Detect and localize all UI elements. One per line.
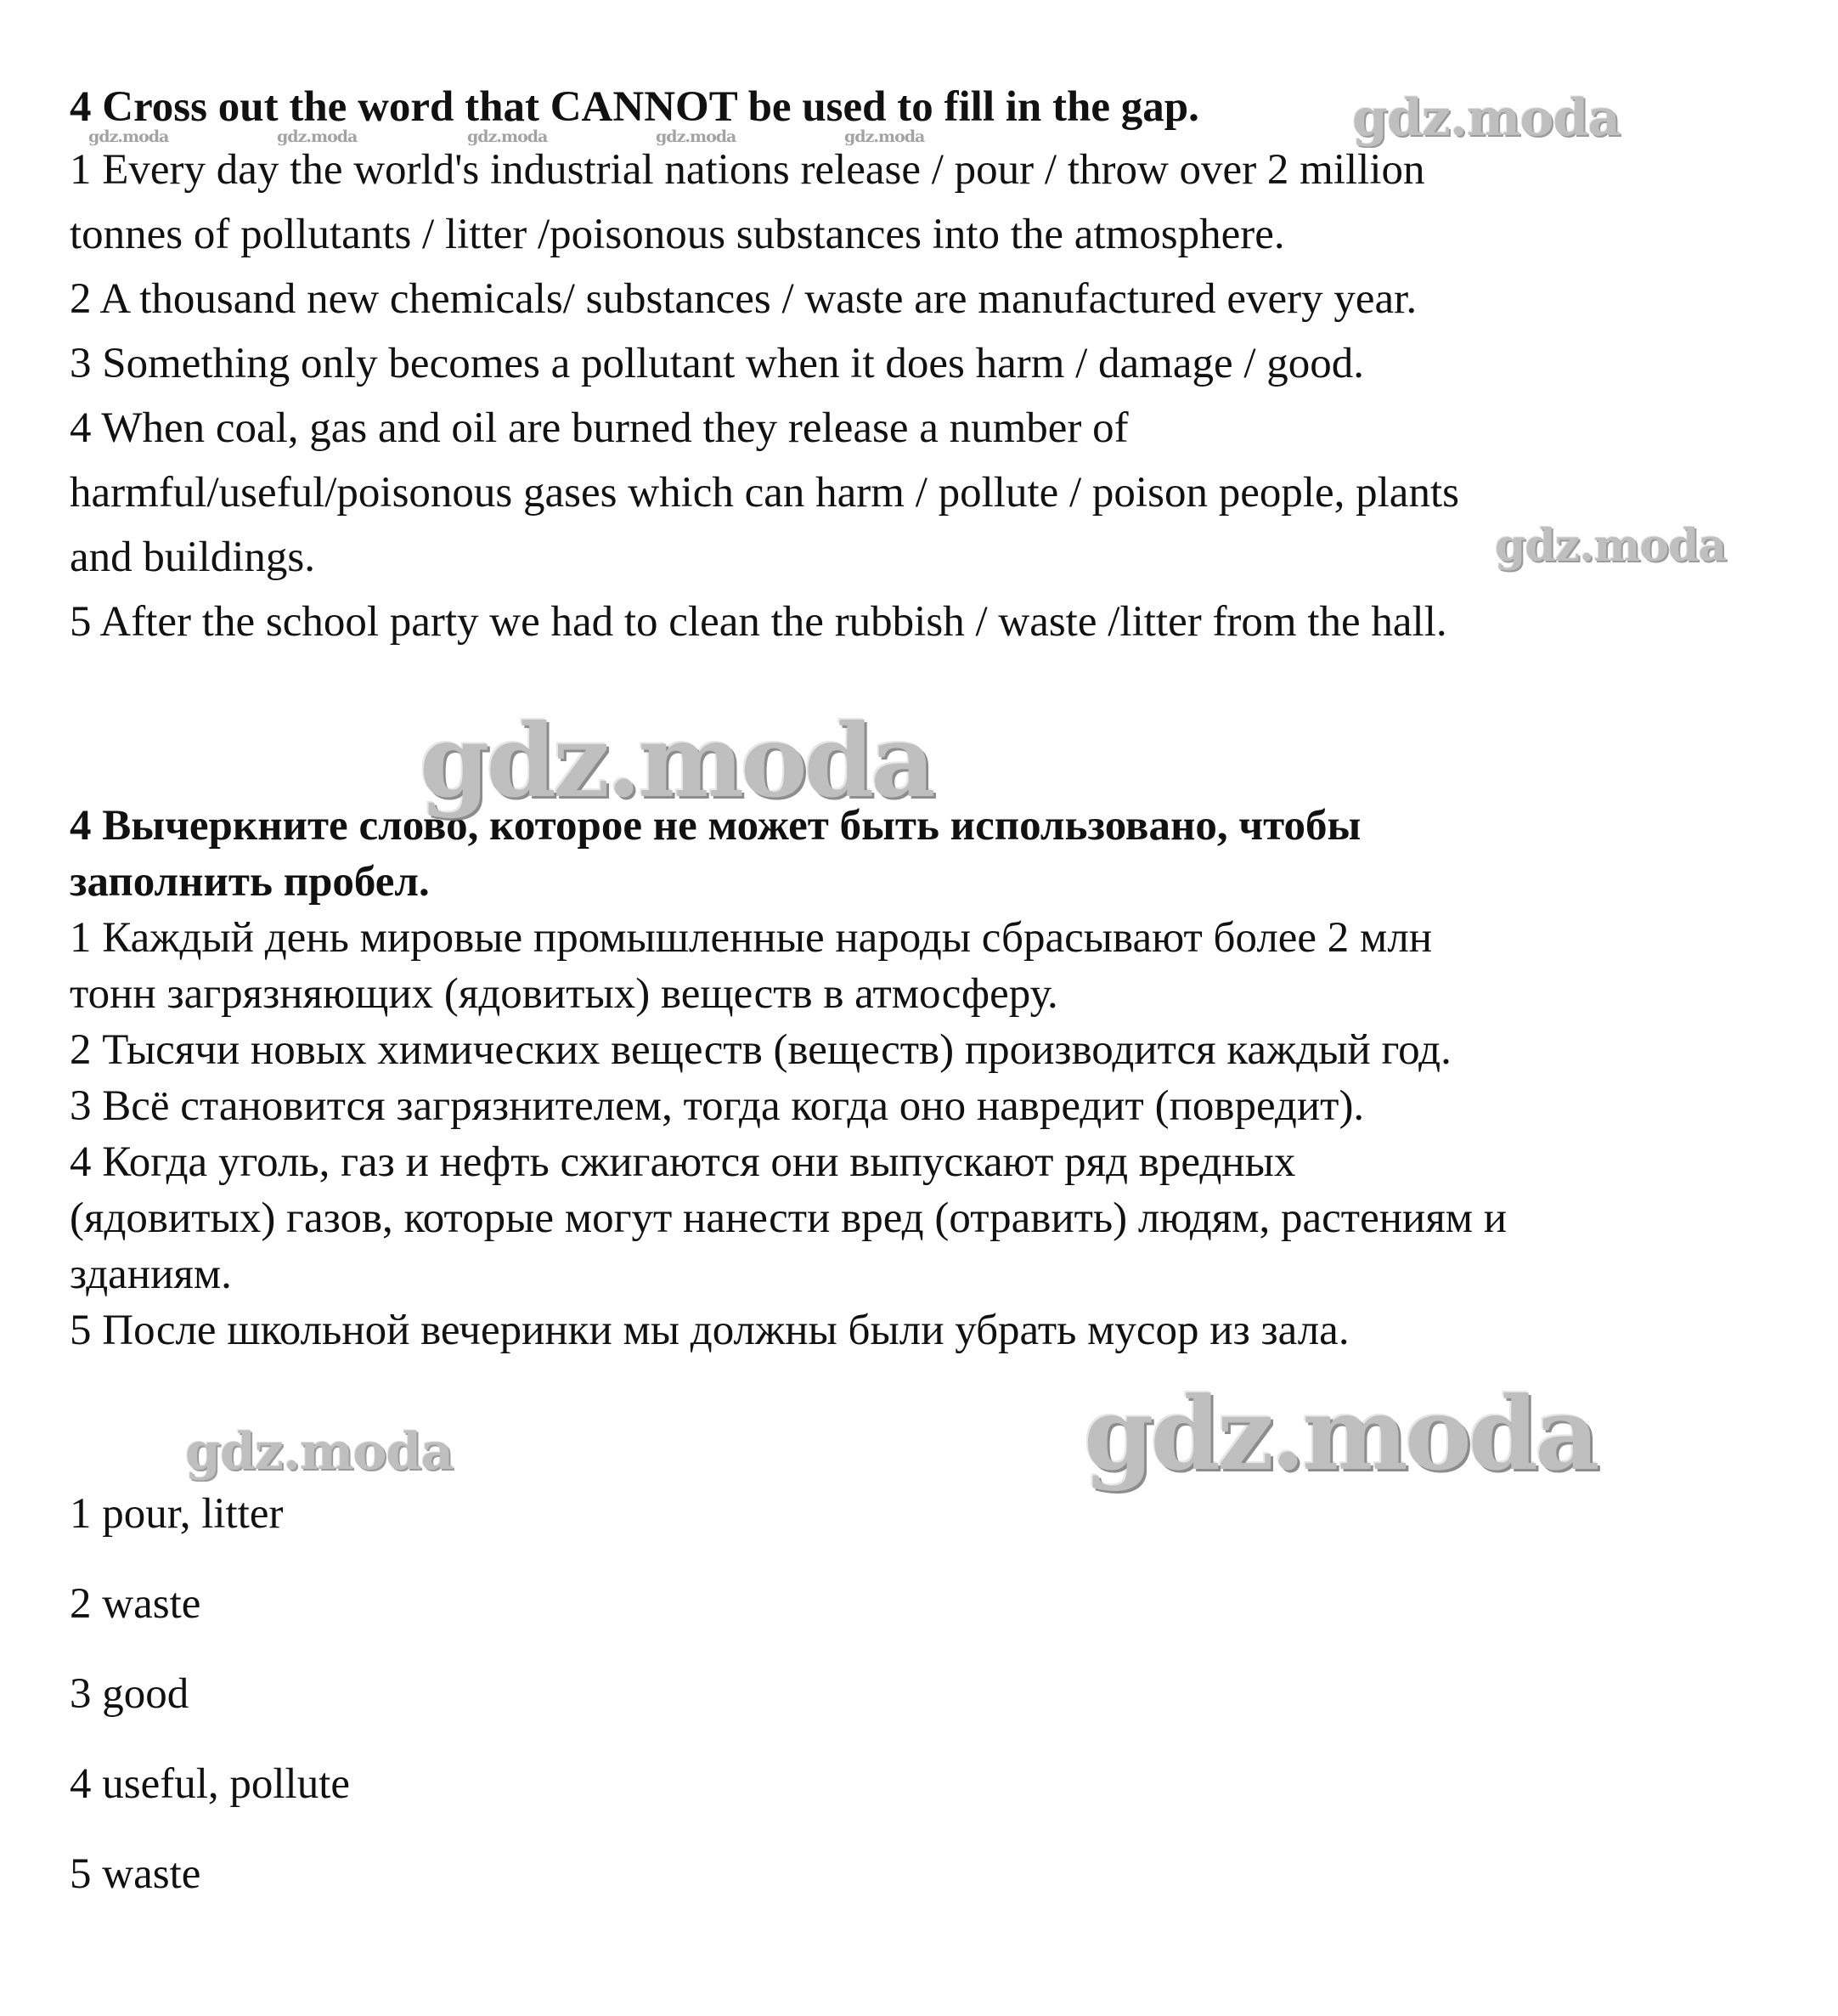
russian-line: (ядовитых) газов, которые могут нанести вред (отравить) людям, растениям и: [70, 1194, 1508, 1242]
answer-line: 5 waste: [70, 1850, 201, 1898]
answer-line: 2 waste: [70, 1580, 201, 1628]
russian-line: зданиям.: [70, 1251, 232, 1298]
russian-line: 4 Когда уголь, газ и нефть сжигаются они выпускают ряд вредных: [70, 1138, 1296, 1186]
english-line: 5 After the school party we had to clean the rubbish / waste /litter from the hall.: [70, 598, 1447, 646]
russian-line: 3 Всё становится загрязнителем, тогда когда оно навредит (повредит).: [70, 1082, 1365, 1130]
russian-line: тонн загрязняющих (ядовитых) веществ в атмосферу.: [70, 970, 1058, 1018]
watermark-tiny: gdz.moda: [844, 127, 925, 146]
russian-heading-line: заполнить пробел.: [70, 858, 430, 906]
watermark-tiny: gdz.moda: [88, 127, 169, 146]
watermark: gdz.moda: [185, 1422, 454, 1482]
answer-line: 4 useful, pollute: [70, 1760, 351, 1808]
english-line: tonnes of pollutants / litter /poisonous substances into the atmosphere.: [70, 211, 1285, 258]
english-line: 4 When coal, gas and oil are burned they release a number of: [70, 404, 1129, 452]
watermark-large: gdz.moda: [420, 702, 933, 820]
english-heading: 4 Cross out the word that CANNOT be used to fill in the gap.: [70, 83, 1199, 131]
english-line: 2 A thousand new chemicals/ substances / waste are manufactured every year.: [70, 275, 1418, 323]
english-line: and buildings.: [70, 534, 315, 581]
russian-line: 1 Каждый день мировые промышленные народы сбрасывают более 2 млн: [70, 914, 1433, 962]
watermark: gdz.moda: [1352, 88, 1621, 148]
watermark: gdz.moda: [1495, 520, 1727, 572]
watermark-tiny: gdz.moda: [277, 127, 358, 146]
english-line: harmful/useful/poisonous gases which can harm / pollute / poison people, plants: [70, 469, 1459, 517]
russian-line: 2 Тысячи новых химических веществ (веществ) производится каждый год.: [70, 1026, 1452, 1074]
russian-line: 5 После школьной вечеринки мы должны были убрать мусор из зала.: [70, 1307, 1350, 1354]
watermark-tiny: gdz.moda: [467, 127, 548, 146]
watermark-large: gdz.moda: [1084, 1375, 1597, 1493]
answer-line: 3 good: [70, 1670, 189, 1718]
russian-heading-line: 4 Вычеркните слово, которое не может быть использовано, чтобы: [70, 802, 1362, 850]
english-line: 3 Something only becomes a pollutant when it does harm / damage / good.: [70, 340, 1365, 387]
english-line: 1 Every day the world's industrial nations release / pour / throw over 2 million: [70, 146, 1425, 194]
answer-line: 1 pour, litter: [70, 1490, 284, 1538]
watermark-tiny: gdz.moda: [656, 127, 736, 146]
